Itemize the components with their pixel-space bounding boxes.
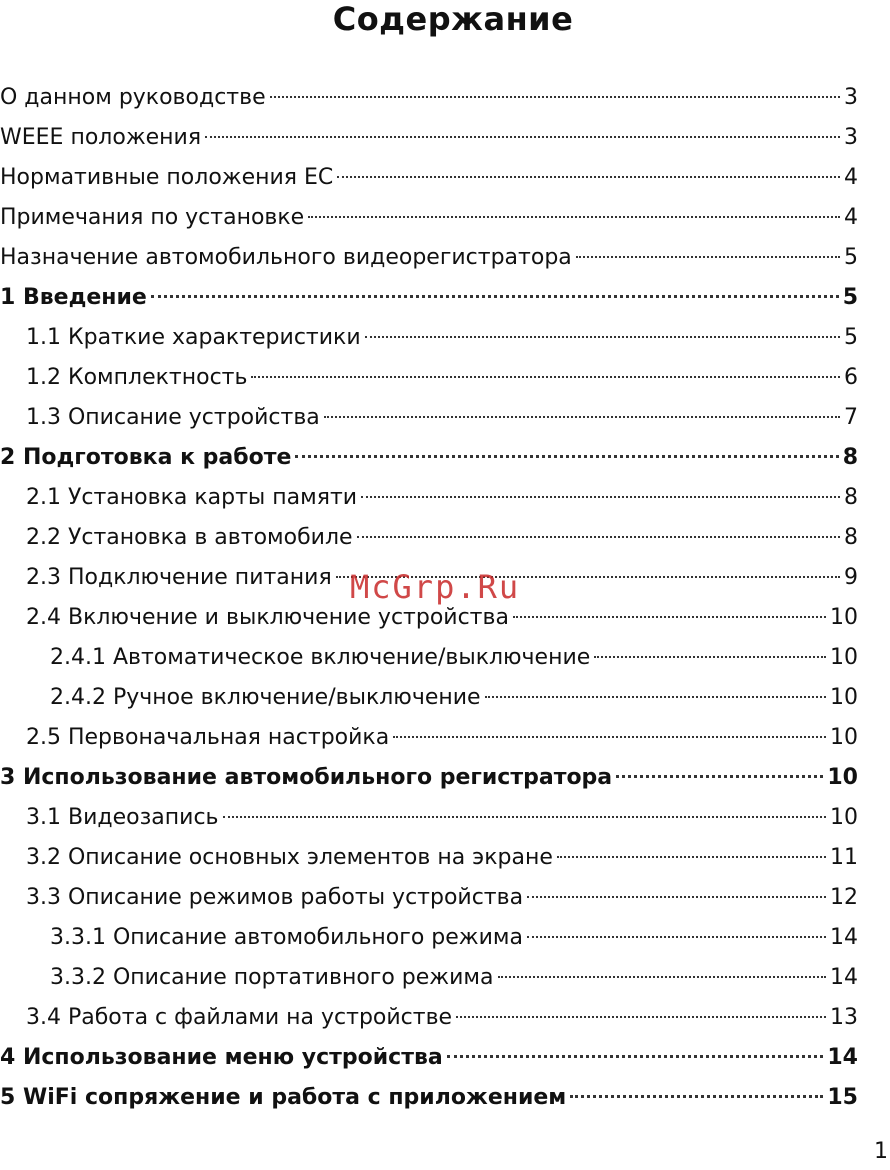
toc-entry-label: 3.3.2 Описание портативного режима — [50, 965, 494, 990]
toc-entry-label: 3.4 Работа с файлами на устройстве — [26, 1005, 453, 1030]
toc-chapter[interactable] — [0, 278, 858, 318]
dot-leader — [456, 1016, 826, 1018]
toc-entry-label: 1 Введение — [0, 285, 147, 310]
toc-entry-label: WEEE положения — [0, 125, 202, 150]
toc-entry-page: 7 — [844, 405, 858, 430]
toc-entry-label: 2.4.2 Ручное включение/выключение — [50, 685, 481, 710]
toc-entry[interactable] — [0, 678, 858, 718]
dot-leader — [485, 696, 826, 698]
toc-entry[interactable] — [0, 238, 858, 278]
toc-entry-label: Назначение автомобильного видеорегистратора — [0, 245, 572, 270]
dot-leader — [576, 256, 840, 258]
dot-leader — [365, 336, 840, 338]
dot-leader — [498, 976, 827, 978]
toc-entry[interactable] — [0, 838, 858, 878]
dot-leader — [616, 775, 823, 778]
toc-entry-page: 14 — [830, 965, 858, 990]
toc-entry[interactable] — [0, 318, 858, 358]
toc-entry-page: 9 — [844, 565, 858, 590]
toc-entry-page: 3 — [844, 85, 858, 110]
toc-entry[interactable] — [0, 718, 858, 758]
dot-leader — [447, 1055, 824, 1058]
toc-entry-label: 3.3 Описание режимов работы устройства — [26, 885, 524, 910]
dot-leader — [357, 536, 840, 538]
toc-entry-label: 4 Использование меню устройства — [0, 1045, 443, 1070]
dot-leader — [594, 656, 826, 658]
watermark: McGrp.Ru — [350, 568, 521, 606]
toc-entry-page: 8 — [844, 525, 858, 550]
toc-entry-page: 14 — [827, 1045, 858, 1070]
dot-leader — [361, 496, 840, 498]
toc-entry[interactable] — [0, 518, 858, 558]
toc-entry-page: 10 — [827, 765, 858, 790]
toc-entry-page: 5 — [842, 285, 858, 310]
toc-entry-page: 5 — [844, 245, 858, 270]
toc-entry-page: 10 — [830, 805, 858, 830]
toc-entry-page: 12 — [830, 885, 858, 910]
page-number: 1 — [874, 1139, 888, 1164]
dot-leader — [295, 455, 838, 458]
toc-entry[interactable] — [0, 878, 858, 918]
toc-entry-page: 8 — [842, 445, 858, 470]
toc-entry-label: 3.2 Описание основных элементов на экране — [26, 845, 553, 870]
toc-entry-label: 2.4.1 Автоматическое включение/выключение — [50, 645, 591, 670]
toc-entry-page: 5 — [844, 325, 858, 350]
dot-leader — [251, 376, 840, 378]
dot-leader — [557, 856, 826, 858]
toc-entry-label: Примечания по установке — [0, 205, 305, 230]
toc-entry-label: 2.4 Включение и выключение устройства — [26, 605, 509, 630]
dot-leader — [270, 96, 840, 98]
toc-entry[interactable] — [0, 398, 858, 438]
toc-entry-page: 4 — [844, 165, 858, 190]
dot-leader — [513, 616, 826, 618]
toc-entry-page: 10 — [830, 605, 858, 630]
toc-entry-page: 4 — [844, 205, 858, 230]
dot-leader — [337, 176, 840, 178]
toc-entry-page: 10 — [830, 645, 858, 670]
toc-entry-label: 1.2 Комплектность — [26, 365, 248, 390]
toc-entry-label: Нормативные положения ЕС — [0, 165, 334, 190]
toc-entry-page: 15 — [827, 1085, 858, 1110]
toc-entry[interactable] — [0, 478, 858, 518]
toc-entry-page: 10 — [830, 725, 858, 750]
toc-entry-label: 1.3 Описание устройства — [26, 405, 320, 430]
toc-entry-page: 11 — [830, 845, 858, 870]
dot-leader — [324, 416, 840, 418]
dot-leader — [570, 1095, 823, 1098]
dot-leader — [151, 295, 839, 298]
page-title: Содержание — [332, 0, 574, 38]
dot-leader — [393, 736, 826, 738]
toc-entry-label: 2.5 Первоначальная настройка — [26, 725, 390, 750]
toc-entry-label: 5 WiFi сопряжение и работа с приложением — [0, 1085, 567, 1110]
dot-leader — [205, 136, 840, 138]
dot-leader — [527, 896, 826, 898]
toc-chapter[interactable] — [0, 1078, 858, 1118]
toc-entry-label: О данном руководстве — [0, 85, 266, 110]
toc-entry-label: 2.2 Установка в автомобиле — [26, 525, 353, 550]
toc-chapter[interactable] — [0, 1038, 858, 1078]
toc-entry-page: 3 — [844, 125, 858, 150]
toc-entry-page: 8 — [844, 485, 858, 510]
toc-entry-page: 13 — [830, 1005, 858, 1030]
toc-entry-label: 2 Подготовка к работе — [0, 445, 292, 470]
dot-leader — [308, 216, 840, 218]
toc-entry-label: 3.1 Видеозапись — [26, 805, 219, 830]
toc-entry[interactable] — [0, 158, 858, 198]
toc-entry[interactable] — [0, 198, 858, 238]
toc-entry[interactable] — [0, 998, 858, 1038]
toc-entry-label: 2.3 Подключение питания — [26, 565, 332, 590]
toc-entry-page: 6 — [844, 365, 858, 390]
toc-entry[interactable] — [0, 358, 858, 398]
toc-entry-label: 3.3.1 Описание автомобильного режима — [50, 925, 523, 950]
toc-entry[interactable] — [0, 918, 858, 958]
toc-entry[interactable] — [0, 118, 858, 158]
dot-leader — [223, 816, 827, 818]
toc-entry-label: 3 Использование автомобильного регистратора — [0, 765, 613, 790]
toc-entry[interactable] — [0, 958, 858, 998]
toc-entry[interactable] — [0, 78, 858, 118]
toc-entry[interactable] — [0, 798, 858, 838]
toc-chapter[interactable] — [0, 758, 858, 798]
toc-entry-page: 14 — [830, 925, 858, 950]
dot-leader — [527, 936, 826, 938]
toc-entry-label: 1.1 Краткие характеристики — [26, 325, 361, 350]
toc-chapter[interactable] — [0, 438, 858, 478]
toc-entry-page: 10 — [830, 685, 858, 710]
toc-entry[interactable] — [0, 638, 858, 678]
toc-entry-label: 2.1 Установка карты памяти — [26, 485, 358, 510]
